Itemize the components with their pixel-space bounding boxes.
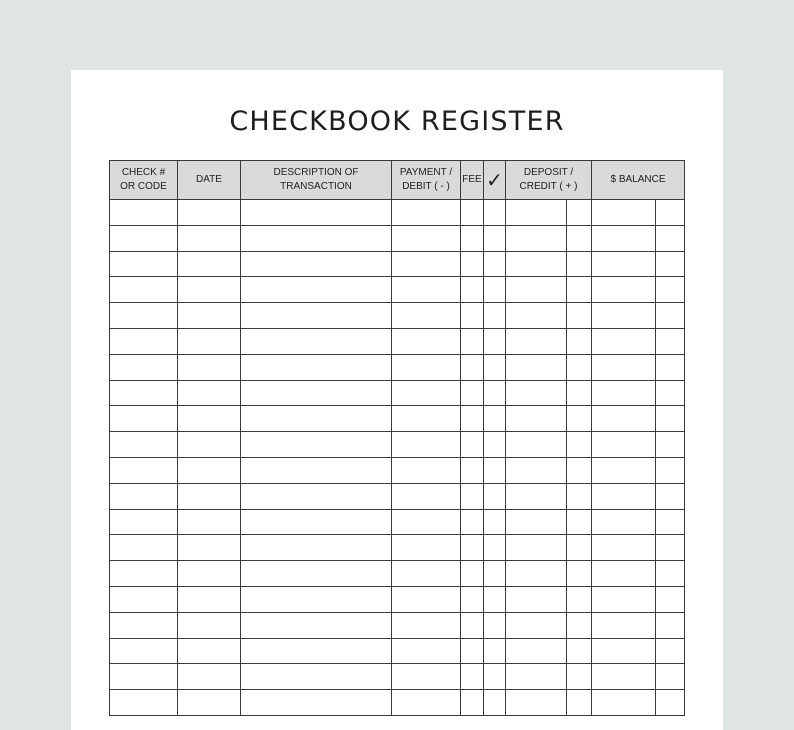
deposit-cents-cell[interactable] [567,251,592,277]
deposit-cents-cell[interactable] [567,612,592,638]
header-fee: FEE [461,161,484,200]
balance-cents-cell[interactable] [656,200,685,226]
table-row [110,380,685,406]
table-row [110,251,685,277]
balance-dollars-cell[interactable] [592,328,656,354]
header-check-or-code: CHECK # OR CODE [110,161,178,200]
deposit-cents-cell[interactable] [567,509,592,535]
balance-cents-cell[interactable] [656,690,685,716]
balance-dollars-cell[interactable] [592,354,656,380]
description-cell[interactable] [241,406,392,432]
date-cell[interactable] [178,483,241,509]
deposit-cents-cell[interactable] [567,380,592,406]
fee-cell[interactable] [461,535,484,561]
balance-cents-cell[interactable] [656,586,685,612]
date-cell[interactable] [178,457,241,483]
cleared-cell[interactable] [484,380,506,406]
date-cell[interactable] [178,354,241,380]
fee-cell[interactable] [461,638,484,664]
check-cell[interactable] [110,612,178,638]
deposit-cents-cell[interactable] [567,328,592,354]
description-cell[interactable] [241,535,392,561]
table-row [110,277,685,303]
payment-cell[interactable] [392,509,461,535]
date-cell[interactable] [178,690,241,716]
cleared-cell[interactable] [484,225,506,251]
balance-dollars-cell[interactable] [592,380,656,406]
date-cell[interactable] [178,303,241,329]
balance-cents-cell[interactable] [656,535,685,561]
deposit-dollars-cell[interactable] [506,303,567,329]
balance-dollars-cell[interactable] [592,483,656,509]
deposit-dollars-cell[interactable] [506,509,567,535]
table-row [110,200,685,226]
header-balance: $ BALANCE [592,161,685,200]
deposit-cents-cell[interactable] [567,690,592,716]
description-cell[interactable] [241,251,392,277]
check-cell[interactable] [110,638,178,664]
deposit-cents-cell[interactable] [567,277,592,303]
fee-cell[interactable] [461,612,484,638]
date-cell[interactable] [178,277,241,303]
fee-cell[interactable] [461,380,484,406]
balance-dollars-cell[interactable] [592,457,656,483]
description-cell[interactable] [241,690,392,716]
cleared-cell[interactable] [484,303,506,329]
date-cell[interactable] [178,561,241,587]
cleared-cell[interactable] [484,457,506,483]
payment-cell[interactable] [392,432,461,458]
balance-cents-cell[interactable] [656,561,685,587]
header-description: DESCRIPTION OF TRANSACTION [241,161,392,200]
fee-cell[interactable] [461,483,484,509]
balance-cents-cell[interactable] [656,432,685,458]
deposit-dollars-cell[interactable] [506,535,567,561]
date-cell[interactable] [178,251,241,277]
cleared-cell[interactable] [484,200,506,226]
check-cell[interactable] [110,483,178,509]
payment-cell[interactable] [392,457,461,483]
fee-cell[interactable] [461,586,484,612]
description-cell[interactable] [241,225,392,251]
deposit-cents-cell[interactable] [567,303,592,329]
table-row [110,664,685,690]
cleared-cell[interactable] [484,328,506,354]
fee-cell[interactable] [461,664,484,690]
cleared-cell[interactable] [484,509,506,535]
date-cell[interactable] [178,328,241,354]
date-cell[interactable] [178,225,241,251]
payment-cell[interactable] [392,354,461,380]
payment-cell[interactable] [392,690,461,716]
description-cell[interactable] [241,483,392,509]
check-cell[interactable] [110,406,178,432]
table-row [110,612,685,638]
check-cell[interactable] [110,200,178,226]
cleared-cell[interactable] [484,586,506,612]
deposit-cents-cell[interactable] [567,354,592,380]
fee-cell[interactable] [461,303,484,329]
fee-cell[interactable] [461,561,484,587]
check-cell[interactable] [110,354,178,380]
deposit-dollars-cell[interactable] [506,432,567,458]
deposit-dollars-cell[interactable] [506,277,567,303]
table-row [110,354,685,380]
balance-dollars-cell[interactable] [592,535,656,561]
fee-cell[interactable] [461,406,484,432]
table-row [110,561,685,587]
table-row [110,638,685,664]
payment-cell[interactable] [392,638,461,664]
payment-cell[interactable] [392,612,461,638]
deposit-cents-cell[interactable] [567,535,592,561]
cleared-cell[interactable] [484,483,506,509]
description-cell[interactable] [241,354,392,380]
balance-dollars-cell[interactable] [592,509,656,535]
deposit-cents-cell[interactable] [567,432,592,458]
check-cell[interactable] [110,509,178,535]
balance-cents-cell[interactable] [656,251,685,277]
header-check-mark-icon: ✓ [484,161,506,200]
cleared-cell[interactable] [484,561,506,587]
check-cell[interactable] [110,690,178,716]
cleared-cell[interactable] [484,251,506,277]
balance-cents-cell[interactable] [656,483,685,509]
header-payment-debit: PAYMENT / DEBIT ( - ) [392,161,461,200]
cleared-cell[interactable] [484,664,506,690]
balance-cents-cell[interactable] [656,380,685,406]
table-row [110,457,685,483]
deposit-dollars-cell[interactable] [506,380,567,406]
deposit-dollars-cell[interactable] [506,586,567,612]
cleared-cell[interactable] [484,432,506,458]
fee-cell[interactable] [461,457,484,483]
check-cell[interactable] [110,457,178,483]
deposit-dollars-cell[interactable] [506,251,567,277]
header-row [110,161,685,200]
balance-dollars-cell[interactable] [592,638,656,664]
cleared-cell[interactable] [484,354,506,380]
date-cell[interactable] [178,380,241,406]
deposit-cents-cell[interactable] [567,483,592,509]
payment-cell[interactable] [392,380,461,406]
balance-dollars-cell[interactable] [592,664,656,690]
deposit-dollars-cell[interactable] [506,354,567,380]
check-cell[interactable] [110,380,178,406]
balance-dollars-cell[interactable] [592,561,656,587]
table-row [110,509,685,535]
deposit-dollars-cell[interactable] [506,483,567,509]
deposit-dollars-cell[interactable] [506,225,567,251]
description-cell[interactable] [241,638,392,664]
fee-cell[interactable] [461,509,484,535]
balance-cents-cell[interactable] [656,509,685,535]
deposit-dollars-cell[interactable] [506,406,567,432]
table-row [110,225,685,251]
payment-cell[interactable] [392,225,461,251]
check-cell[interactable] [110,277,178,303]
table-row [110,303,685,329]
date-cell[interactable] [178,200,241,226]
deposit-cents-cell[interactable] [567,457,592,483]
check-cell[interactable] [110,664,178,690]
balance-dollars-cell[interactable] [592,225,656,251]
payment-cell[interactable] [392,535,461,561]
deposit-cents-cell[interactable] [567,406,592,432]
check-cell[interactable] [110,535,178,561]
date-cell[interactable] [178,664,241,690]
table-row [110,690,685,716]
cleared-cell[interactable] [484,406,506,432]
balance-cents-cell[interactable] [656,354,685,380]
register-body [110,200,685,716]
fee-cell[interactable] [461,200,484,226]
deposit-dollars-cell[interactable] [506,638,567,664]
deposit-cents-cell[interactable] [567,561,592,587]
deposit-dollars-cell[interactable] [506,200,567,226]
date-cell[interactable] [178,586,241,612]
deposit-cents-cell[interactable] [567,586,592,612]
check-cell[interactable] [110,586,178,612]
register-sheet [71,70,723,730]
table-row [110,328,685,354]
payment-cell[interactable] [392,251,461,277]
balance-cents-cell[interactable] [656,277,685,303]
description-cell[interactable] [241,277,392,303]
payment-cell[interactable] [392,406,461,432]
deposit-dollars-cell[interactable] [506,690,567,716]
table-row [110,406,685,432]
fee-cell[interactable] [461,432,484,458]
fee-cell[interactable] [461,328,484,354]
balance-cents-cell[interactable] [656,303,685,329]
date-cell[interactable] [178,612,241,638]
payment-cell[interactable] [392,328,461,354]
description-cell[interactable] [241,328,392,354]
balance-cents-cell[interactable] [656,638,685,664]
description-cell[interactable] [241,303,392,329]
cleared-cell[interactable] [484,690,506,716]
payment-cell[interactable] [392,483,461,509]
balance-dollars-cell[interactable] [592,406,656,432]
description-cell[interactable] [241,200,392,226]
fee-cell[interactable] [461,225,484,251]
balance-cents-cell[interactable] [656,457,685,483]
date-cell[interactable] [178,509,241,535]
page-title: CHECKBOOK REGISTER [229,106,565,137]
deposit-cents-cell[interactable] [567,638,592,664]
check-cell[interactable] [110,225,178,251]
payment-cell[interactable] [392,200,461,226]
table-row [110,483,685,509]
balance-dollars-cell[interactable] [592,303,656,329]
cleared-cell[interactable] [484,535,506,561]
cleared-cell[interactable] [484,638,506,664]
deposit-cents-cell[interactable] [567,200,592,226]
balance-dollars-cell[interactable] [592,432,656,458]
balance-cents-cell[interactable] [656,664,685,690]
date-cell[interactable] [178,406,241,432]
fee-cell[interactable] [461,251,484,277]
fee-cell[interactable] [461,690,484,716]
balance-cents-cell[interactable] [656,406,685,432]
date-cell[interactable] [178,638,241,664]
deposit-dollars-cell[interactable] [506,664,567,690]
balance-dollars-cell[interactable] [592,612,656,638]
balance-dollars-cell[interactable] [592,690,656,716]
description-cell[interactable] [241,664,392,690]
check-cell[interactable] [110,251,178,277]
payment-cell[interactable] [392,664,461,690]
header-date: DATE [178,161,241,200]
fee-cell[interactable] [461,277,484,303]
balance-dollars-cell[interactable] [592,200,656,226]
date-cell[interactable] [178,535,241,561]
balance-cents-cell[interactable] [656,612,685,638]
check-cell[interactable] [110,432,178,458]
balance-dollars-cell[interactable] [592,586,656,612]
header-deposit-credit: DEPOSIT / CREDIT ( + ) [506,161,592,200]
table-row [110,586,685,612]
deposit-dollars-cell[interactable] [506,612,567,638]
balance-dollars-cell[interactable] [592,277,656,303]
payment-cell[interactable] [392,303,461,329]
table-row [110,535,685,561]
deposit-cents-cell[interactable] [567,225,592,251]
description-cell[interactable] [241,457,392,483]
deposit-dollars-cell[interactable] [506,457,567,483]
balance-dollars-cell[interactable] [592,251,656,277]
date-cell[interactable] [178,432,241,458]
check-cell[interactable] [110,561,178,587]
check-cell[interactable] [110,328,178,354]
cleared-cell[interactable] [484,277,506,303]
deposit-dollars-cell[interactable] [506,561,567,587]
payment-cell[interactable] [392,586,461,612]
check-cell[interactable] [110,303,178,329]
fee-cell[interactable] [461,354,484,380]
balance-cents-cell[interactable] [656,225,685,251]
description-cell[interactable] [241,586,392,612]
description-cell[interactable] [241,432,392,458]
deposit-cents-cell[interactable] [567,664,592,690]
payment-cell[interactable] [392,277,461,303]
description-cell[interactable] [241,612,392,638]
description-cell[interactable] [241,380,392,406]
description-cell[interactable] [241,561,392,587]
deposit-dollars-cell[interactable] [506,328,567,354]
cleared-cell[interactable] [484,612,506,638]
register-table [109,160,685,716]
payment-cell[interactable] [392,561,461,587]
table-row [110,432,685,458]
description-cell[interactable] [241,509,392,535]
balance-cents-cell[interactable] [656,328,685,354]
